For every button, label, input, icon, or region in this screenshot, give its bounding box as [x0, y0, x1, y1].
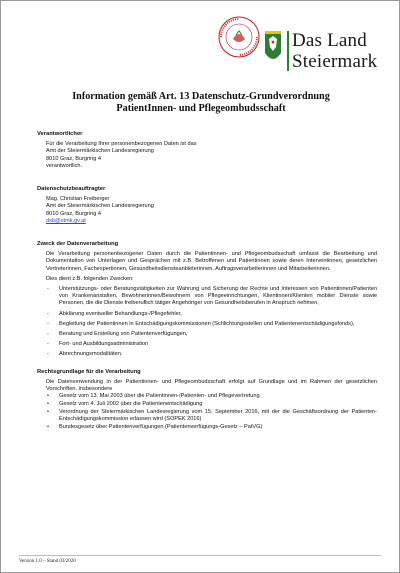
list-item: • Bundesgesetz über Patientenverfügungen (Patientenverfügungs-Gesetz – PatVG): [37, 424, 377, 431]
section-heading: Datenschutzbeauftragter: [37, 186, 106, 193]
logo-divider: [287, 31, 289, 71]
section-zweck: [37, 241, 377, 359]
paragraph: Die Datenverwendung in der Patientinnen- und Pflegeombudsschaft erfolgt auf Grundlage und im Rahmen der gesetzlichen Vorschriften, insbesondere: [46, 378, 377, 393]
ombudsschaft-seal-icon: [217, 15, 261, 59]
coat-of-arms-icon: [263, 31, 283, 69]
document-body: [37, 131, 377, 440]
paragraph: Die Verarbeitung personenbezogener Daten durch die Patientinnen- und Pflegeombudsschaft umfasst die Bearbeitung und Dokumentation von Unterlagen und Gesprächen mit z.B. Betroffenen und Patientinnen sowie deren Interventinnen, gesetzlichen Vertreterinnen, Fachexpertinnen, Gesundheitsdiensteanbieterinnen, Auftragsverarbeiterinnen und Mitarbeiterinnen.: [46, 251, 377, 272]
text-line: 8010 Graz, Burgring 4: [46, 210, 102, 217]
list-item: • Verordnung der Steiermärkischen Landesregierung vom 15. September 2016, mit der die Geschäftsordnung der Patienten-Entschädigungskommission erlassen wird (SOPEK 2016): [37, 409, 377, 423]
list-item: - Abklärung eventueller Behandlungs-/Pflegefehler,: [37, 311, 377, 318]
section-heading: Zweck der Datenverarbeitung: [37, 241, 119, 248]
legal-basis-list: [37, 393, 377, 431]
text-line: 8010 Graz, Burgring 4: [46, 155, 102, 162]
logo-text-line2: Steiermark: [292, 51, 378, 72]
logo-text: [292, 31, 377, 71]
section-datenschutzbeauftragter: [37, 186, 377, 225]
land-steiermark-logo: [263, 31, 377, 71]
list-item: - Fort- und Ausbildungsadministration: [37, 341, 377, 348]
logo-text-line1: Das Land: [292, 30, 367, 51]
section-rechtsgrundlage: [37, 369, 377, 431]
text-line: Amt der Steiermärkischen Landesregierung: [46, 148, 154, 155]
list-item: - Beratung und Erstellung von Patientenverfügungen,: [37, 331, 377, 338]
section-heading: Verantwortlicher: [37, 131, 83, 137]
text-line: Für die Verarbeitung Ihrer personenbezogenen Daten ist das: [46, 141, 197, 148]
section-verantwortlicher: [37, 131, 377, 170]
list-item: - Unterstützungs- oder Beratungstätigkeiten zur Wahrung und Sicherung der Rechte und Interessen von Patientinnen/Patienten von Krankenanstalten, Bewohnerinnen/Bewohnern von Pflegeeinrichtungen, Klientinnen/Klienten mobiler Dienste sowie Personen, die die Dienste freiberuflich tätiger Angehöriger von Gesundheitsberufen in Anspruch nehmen,: [37, 286, 377, 308]
section-heading: Rechtsgrundlage für die Verarbeitung: [37, 368, 141, 375]
list-item: • Gesetz vom 4. Juli 2002 über die Patientenentschädigung: [37, 401, 377, 408]
paragraph-intro: Dies dient z.B. folgenden Zwecken:: [46, 275, 134, 282]
purpose-list: [37, 286, 377, 359]
list-item: - Abrechnungsmodalitäten.: [37, 351, 377, 358]
footer-version: Version 1.0 – Stand 03/2020: [19, 559, 76, 564]
email-link[interactable]: dsb@stmk.gv.at: [46, 217, 86, 224]
text-line: verantwortlich.: [46, 162, 83, 169]
list-item: • Gesetz vom 13. Mai 2003 über die Patientinnen-/Patienten- und Pflegevertretung: [37, 393, 377, 400]
text-line: Mag. Christian Freiberger: [46, 196, 110, 203]
list-item: - Begleitung der Patientinnen in Entschädigungskommissionen (Schlichtungsstellen und Patientenentschädigungsfonds),: [37, 321, 377, 328]
document-subtitle: PatientInnen- und Pflegeombudsschaft: [116, 103, 286, 114]
document-title: Information gemäß Art. 13 Datenschutz-Grundverordnung: [72, 91, 330, 102]
footer-divider: [19, 555, 381, 556]
text-line: Amt der Steiermärkischen Landesregierung: [46, 203, 154, 210]
